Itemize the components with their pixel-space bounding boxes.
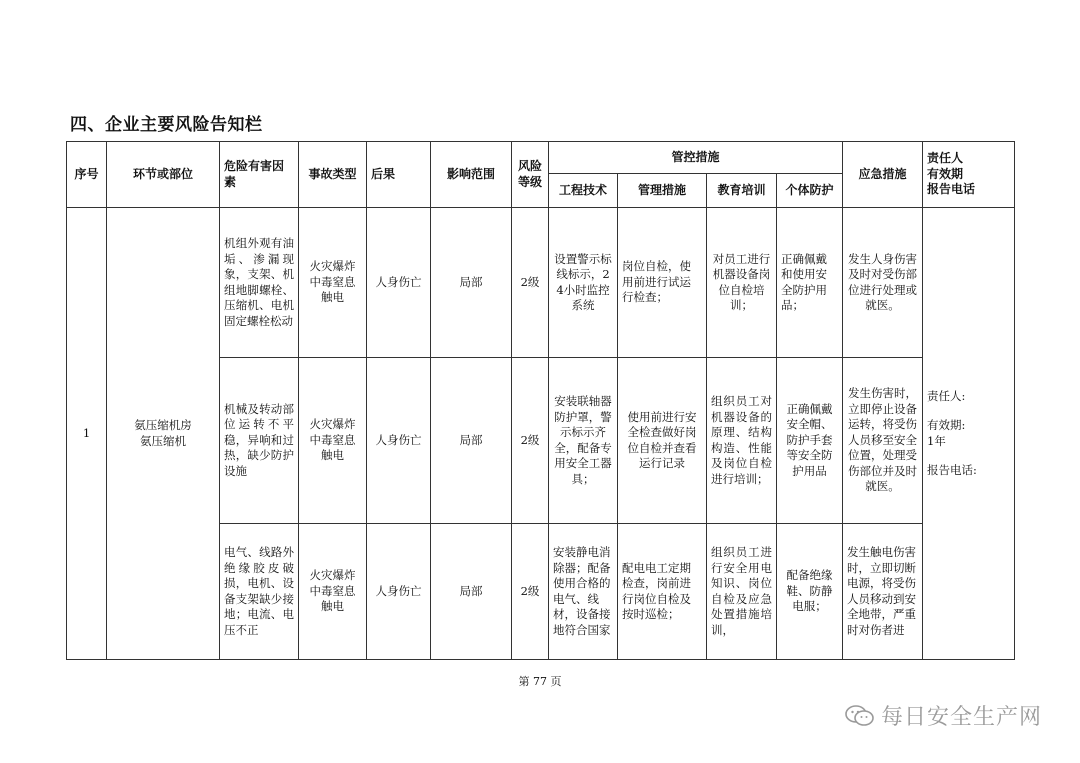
- ppe-cell: 正确佩戴安全帽、防护手套等安全防护用品: [777, 358, 843, 524]
- table-row: [67, 208, 1015, 358]
- location-cell: 氨压缩机房 氨压缩机: [107, 208, 220, 660]
- header-ppe: 个体防护: [777, 174, 843, 208]
- header-row-1: [67, 142, 1015, 174]
- level-cell: 2级: [512, 524, 549, 660]
- header-responsible: 责任人 有效期 报告电话: [923, 142, 1015, 208]
- accident-cell: 火灾爆炸 中毒窒息 触电: [299, 524, 367, 660]
- consequence-cell: 人身伤亡: [367, 524, 431, 660]
- watermark: [845, 700, 1042, 731]
- accident-cell: 火灾爆炸 中毒窒息 触电: [299, 358, 367, 524]
- responsible-cell: [923, 208, 1015, 660]
- management-cell: 使用前进行安全检查做好岗位自检并查看运行记录: [618, 358, 707, 524]
- page-number: 第 77 页: [518, 675, 562, 688]
- wechat-icon: [845, 704, 875, 728]
- emergency-cell: 发生伤害时，立即停止设备运转，将受伤人员移至安全位置，处理受伤部位并及时就医。: [843, 358, 923, 524]
- header-scope: 影响范围: [431, 142, 512, 208]
- consequence-cell: 人身伤亡: [367, 358, 431, 524]
- training-cell: 对员工进行机器设备岗位自检培训；: [707, 208, 777, 358]
- header-engineering: 工程技术: [549, 174, 618, 208]
- ppe-cell: 配备绝缘鞋、防静电服；: [777, 524, 843, 660]
- validity-label: 有效期: 1年: [927, 418, 966, 448]
- risk-notice-table: [66, 141, 1015, 660]
- responsible-label: 责任人:: [927, 388, 966, 403]
- header-hazard: 危险有害因素: [220, 142, 299, 208]
- scope-cell: 局部: [431, 208, 512, 358]
- header-risk-level: 风险等级: [512, 142, 549, 208]
- emergency-cell: 发生人身伤害及时对受伤部位进行处理或就医。: [843, 208, 923, 358]
- header-accident: 事故类型: [299, 142, 367, 208]
- ppe-cell: 正确佩戴和使用安全防护用品；: [777, 208, 843, 358]
- accident-cell: 火灾爆炸 中毒窒息 触电: [299, 208, 367, 358]
- management-cell: 岗位自检，使用前进行试运行检查；: [618, 208, 707, 358]
- level-cell: 2级: [512, 358, 549, 524]
- header-emergency: 应急措施: [843, 142, 923, 208]
- hazard-cell: 电气、线路外绝缘胶皮破损，电机、设备支架缺少接地；电流、电压不正: [220, 524, 299, 660]
- section-title: 四、企业主要风险告知栏: [70, 115, 263, 135]
- header-training: 教育培训: [707, 174, 777, 208]
- management-cell: 配电电工定期检查，岗前进行岗位自检及按时巡检；: [618, 524, 707, 660]
- scope-cell: 局部: [431, 358, 512, 524]
- training-cell: 组织员工进行安全用电知识、岗位自检及应急处置措施培训，: [707, 524, 777, 660]
- engineering-cell: 设置警示标线标示，24小时监控系统: [549, 208, 618, 358]
- engineering-cell: 安装联轴器防护罩，警示标示齐全，配备专用安全工器具；: [549, 358, 618, 524]
- engineering-cell: 安装静电消除器；配备使用合格的电气、线材，设备接地符合国家: [549, 524, 618, 660]
- scope-cell: 局部: [431, 524, 512, 660]
- phone-label: 报告电话:: [927, 463, 977, 477]
- consequence-cell: 人身伤亡: [367, 208, 431, 358]
- training-cell: 组织员工对机器设备的原理、结构构造、性能及岗位自检进行培训；: [707, 358, 777, 524]
- header-management: 管理措施: [618, 174, 707, 208]
- header-location: 环节或部位: [107, 142, 220, 208]
- seq-cell: 1: [67, 208, 107, 660]
- emergency-cell: 发生触电伤害时，立即切断电源，将受伤人员移动到安全地带，严重时对伤者进: [843, 524, 923, 660]
- hazard-cell: 机械及转动部位运转不平稳，异响和过热，缺少防护设施: [220, 358, 299, 524]
- header-control: 管控措施: [549, 142, 843, 174]
- hazard-cell: 机组外观有油垢、渗漏现象，支架、机组地脚螺栓、压缩机、电机固定螺栓松动: [220, 208, 299, 358]
- watermark-text: 每日安全生产网: [880, 705, 1042, 730]
- level-cell: 2级: [512, 208, 549, 358]
- header-seq: 序号: [67, 142, 107, 208]
- header-consequence: 后果: [367, 142, 431, 208]
- validity-value: 1年: [927, 433, 946, 448]
